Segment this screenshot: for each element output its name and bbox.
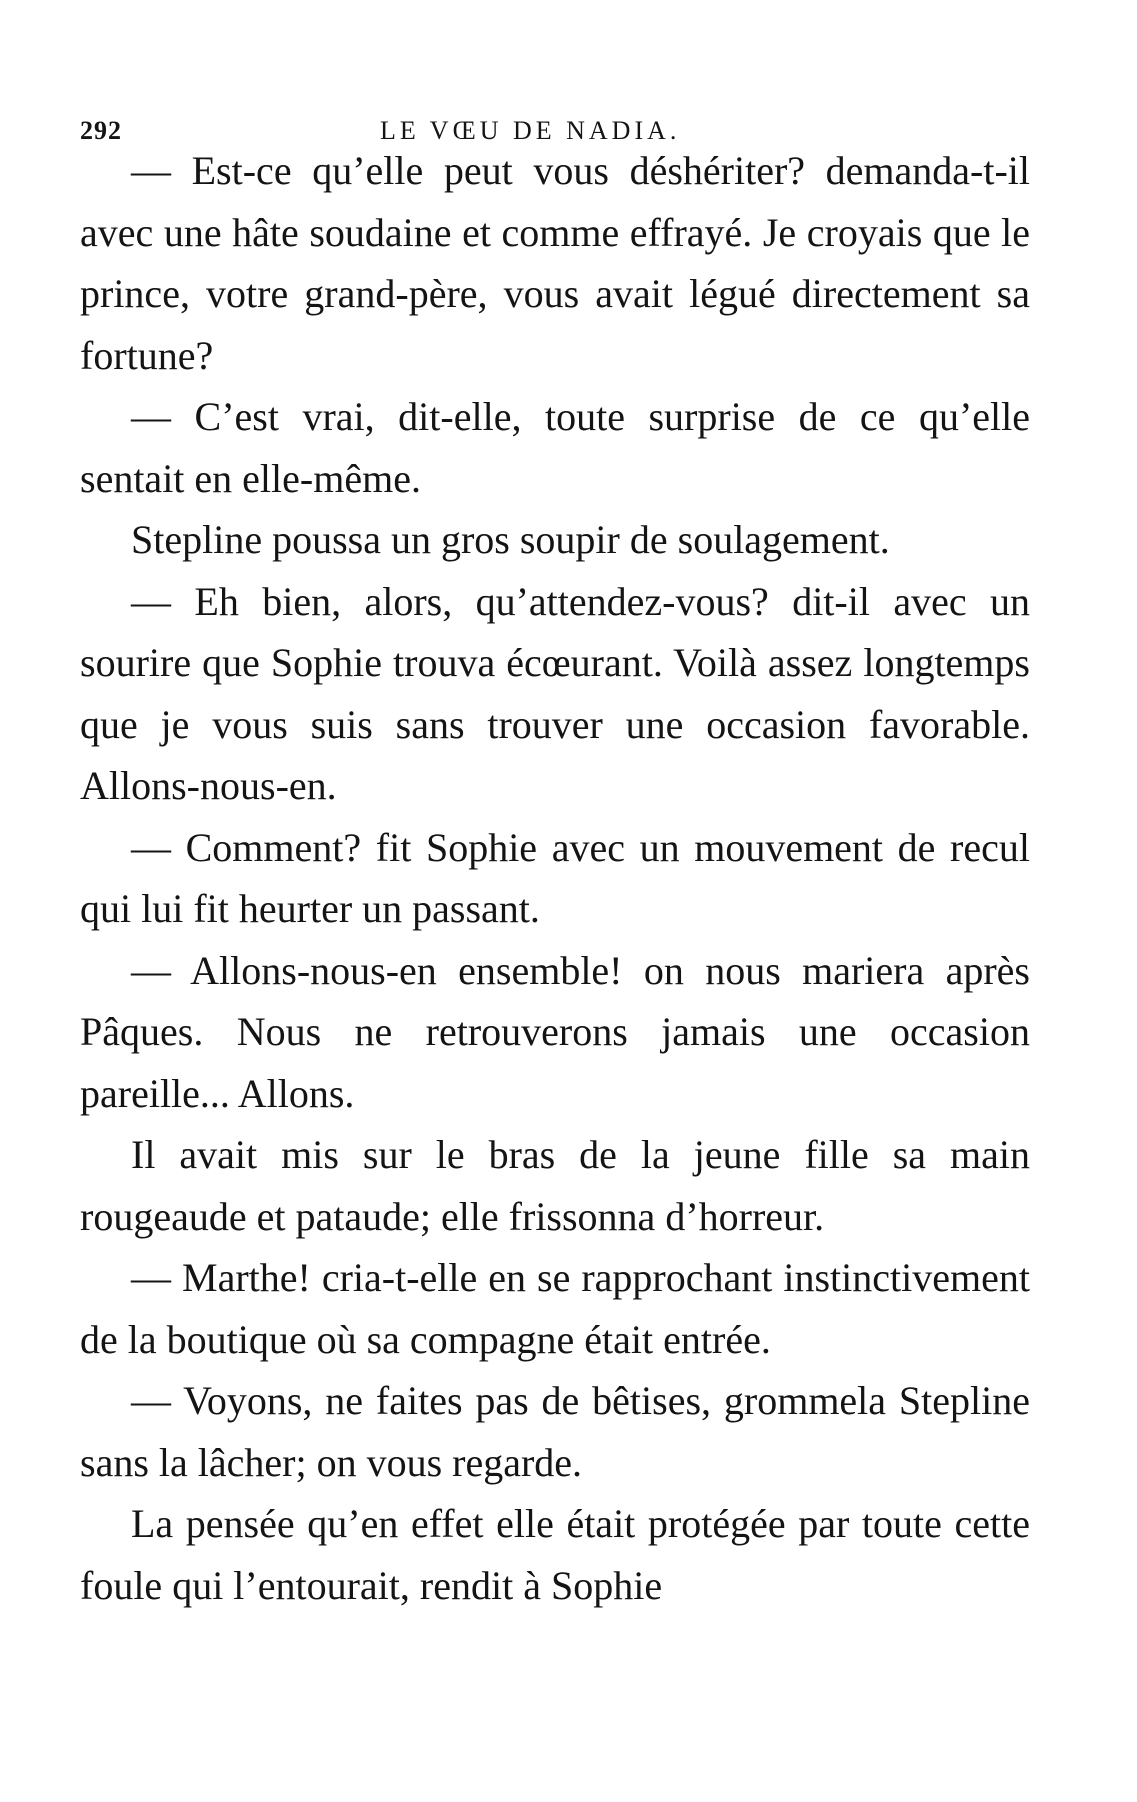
paragraph: — Comment? fit Sophie avec un mouvement de recul qui lui fit heurter un passant. bbox=[80, 824, 1030, 931]
running-title: LE VŒU DE NADIA. bbox=[380, 116, 681, 145]
paragraph: — Voyons, ne faites pas de bêtises, grommela Stepline sans la lâcher; on vous regarde. bbox=[80, 1378, 1030, 1485]
paragraph: Stepline poussa un gros soupir de soulagement. bbox=[131, 517, 890, 562]
book-page bbox=[80, 100, 1030, 1616]
page-number: 292 bbox=[80, 116, 122, 145]
paragraph: — Eh bien, alors, qu’attendez-vous? dit-il avec un sourire que Sophie trouva écœurant. Voilà assez longtemps que je vous suis sans trouver une occasion favorable. Allons-nous-en. bbox=[80, 578, 1030, 808]
page-header bbox=[80, 100, 1030, 145]
paragraph: — Allons-nous-en ensemble! on nous mariera après Pâques. Nous ne retrouverons jamais une occasion pareille... Allons. bbox=[80, 947, 1030, 1116]
paragraph: Il avait mis sur le bras de la jeune fille sa main rougeaude et pataude; elle frissonna d’horreur. bbox=[80, 1132, 1030, 1239]
paragraph: — C’est vrai, dit-elle, toute surprise de ce qu’elle sentait en elle-même. bbox=[80, 394, 1030, 501]
body-text bbox=[80, 140, 1030, 1616]
paragraph: — Est-ce qu’elle peut vous déshériter? demanda-t-il avec une hâte soudaine et comme effrayé. Je croyais que le prince, votre grand-père, vous avait légué directement sa fortune? bbox=[80, 148, 1030, 378]
paragraph: — Marthe! cria-t-elle en se rapprochant instinctivement de la boutique où sa compagne était entrée. bbox=[80, 1255, 1030, 1362]
paragraph: La pensée qu’en effet elle était protégée par toute cette foule qui l’entourait, rendit à Sophie bbox=[80, 1501, 1030, 1608]
